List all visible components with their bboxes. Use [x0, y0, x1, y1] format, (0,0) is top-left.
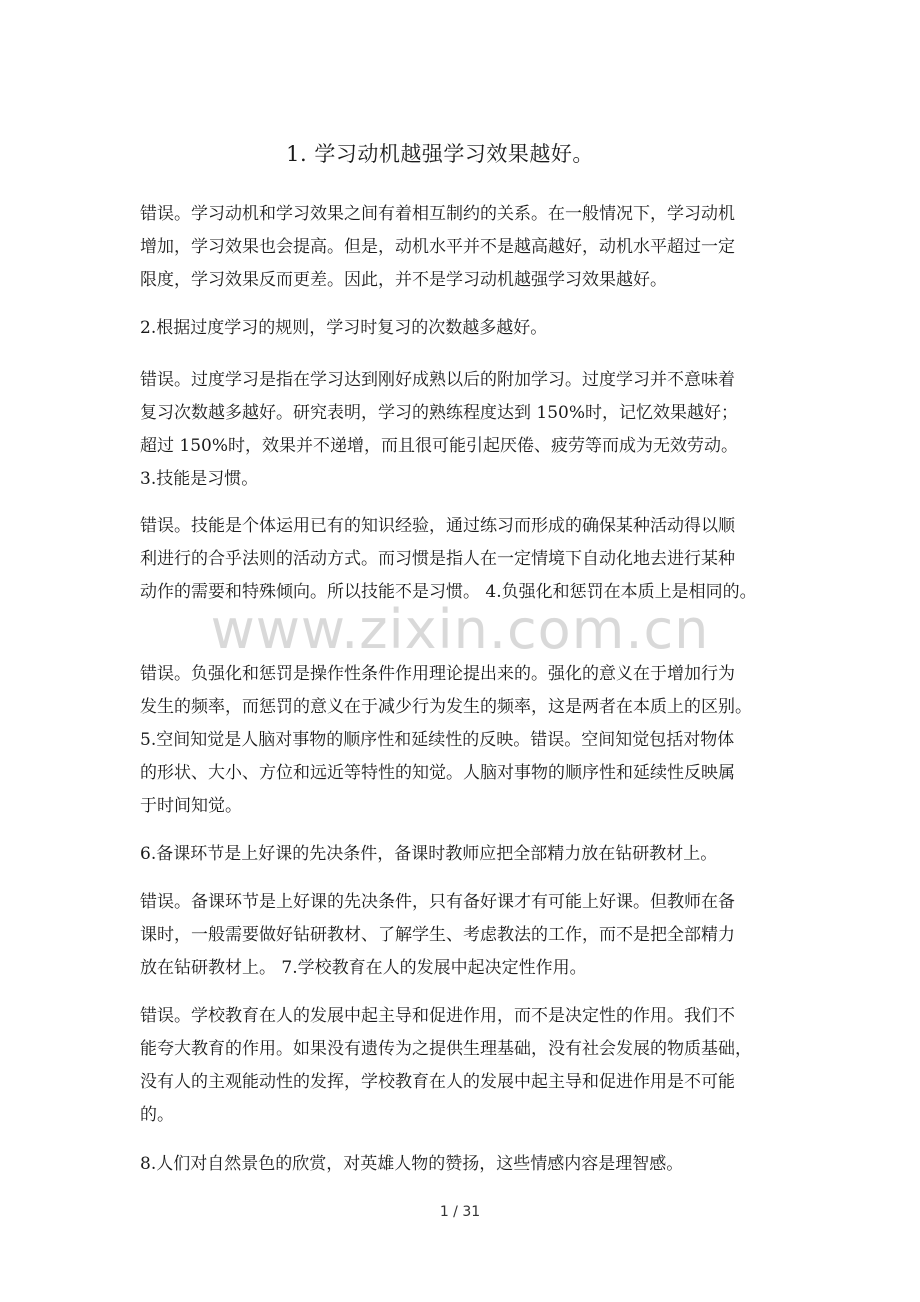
paragraph-3 [140, 364, 790, 496]
text-line: 8.人们对自然景色的欣赏，对英雄人物的赞扬，这些情感内容是理智感。 [140, 1154, 684, 1174]
paragraph-1 [140, 198, 790, 297]
text-line: 动作的需要和特殊倾向。所以技能不是习惯。 4.负强化和惩罚在本质上是相同的。 [140, 582, 757, 602]
paragraph-6 [140, 838, 790, 871]
text-line: 错误。技能是个体运用已有的知识经验，通过练习而形成的确保某种活动得以顺 [140, 516, 735, 536]
text-line: 的形状、大小、方位和远近等特性的知觉。人脑对事物的顺序性和延续性反映属 [140, 763, 735, 783]
text-line: 没有人的主观能动性的发挥，学校教育在人的发展中起主导和促进作用是不可能 [140, 1072, 735, 1092]
text-line: 3.技能是习惯。 [140, 469, 259, 489]
paragraph-2 [140, 312, 790, 345]
watermark: www.zixin.com.cn [210, 598, 710, 661]
text-line: 的。 [140, 1105, 174, 1125]
text-line: 错误。过度学习是指在学习达到刚好成熟以后的附加学习。过度学习并不意味着 [140, 370, 735, 390]
text-line: 增加，学习效果也会提高。但是，动机水平并不是越高越好，动机水平超过一定 [140, 237, 735, 257]
page-indicator: 1 / 31 [439, 1204, 481, 1220]
text-line: 错误。负强化和惩罚是操作性条件作用理论提出来的。强化的意义在于增加行为 [140, 664, 735, 684]
text-line: 限度，学习效果反而更差。因此，并不是学习动机越强学习效果越好。 [140, 270, 667, 290]
text-line: 2.根据过度学习的规则，学习时复习的次数越多越好。 [140, 318, 548, 338]
text-line: 发生的频率，而惩罚的意义在于减少行为发生的频率，这是两者在本质上的区别。 [140, 697, 752, 717]
text-line: 于时间知觉。 [140, 796, 242, 816]
text-line: 错误。备课环节是上好课的先决条件，只有备好课才有可能上好课。但教师在备 [140, 892, 735, 912]
text-line: 错误。学习动机和学习效果之间有着相互制约的关系。在一般情况下，学习动机 [140, 204, 735, 224]
text-line: 6.备课环节是上好课的先决条件，备课时教师应把全部精力放在钻研教材上。 [140, 844, 718, 864]
question-title: 1. 学习动机越强学习效果越好。 [286, 142, 594, 166]
paragraph-8 [140, 1000, 790, 1132]
text-line: 错误。学校教育在人的发展中起主导和促进作用，而不是决定性的作用。我们不 [140, 1006, 735, 1026]
text-line: 利进行的合乎法则的活动方式。而习惯是指人在一定情境下自动化地去进行某种 [140, 549, 735, 569]
text-line: 课时，一般需要做好钻研教材、了解学生、考虑教法的工作，而不是把全部精力 [140, 925, 735, 945]
paragraph-5 [140, 658, 790, 823]
paragraph-7 [140, 886, 790, 985]
text-line: 复习次数越多越好。研究表明，学习的熟练程度达到 150%时，记忆效果越好； [140, 403, 739, 423]
text-line: 5.空间知觉是人脑对事物的顺序性和延续性的反映。错误。空间知觉包括对物体 [140, 730, 735, 750]
text-line: 超过 150%时，效果并不递增，而且很可能引起厌倦、疲劳等而成为无效劳动。 [140, 436, 739, 456]
text-line: 能夸大教育的作用。如果没有遗传为之提供生理基础，没有社会发展的物质基础， [140, 1039, 752, 1059]
paragraph-9 [140, 1148, 790, 1181]
paragraph-4 [140, 510, 790, 609]
text-line: 放在钻研教材上。 7.学校教育在人的发展中起决定性作用。 [140, 958, 587, 978]
